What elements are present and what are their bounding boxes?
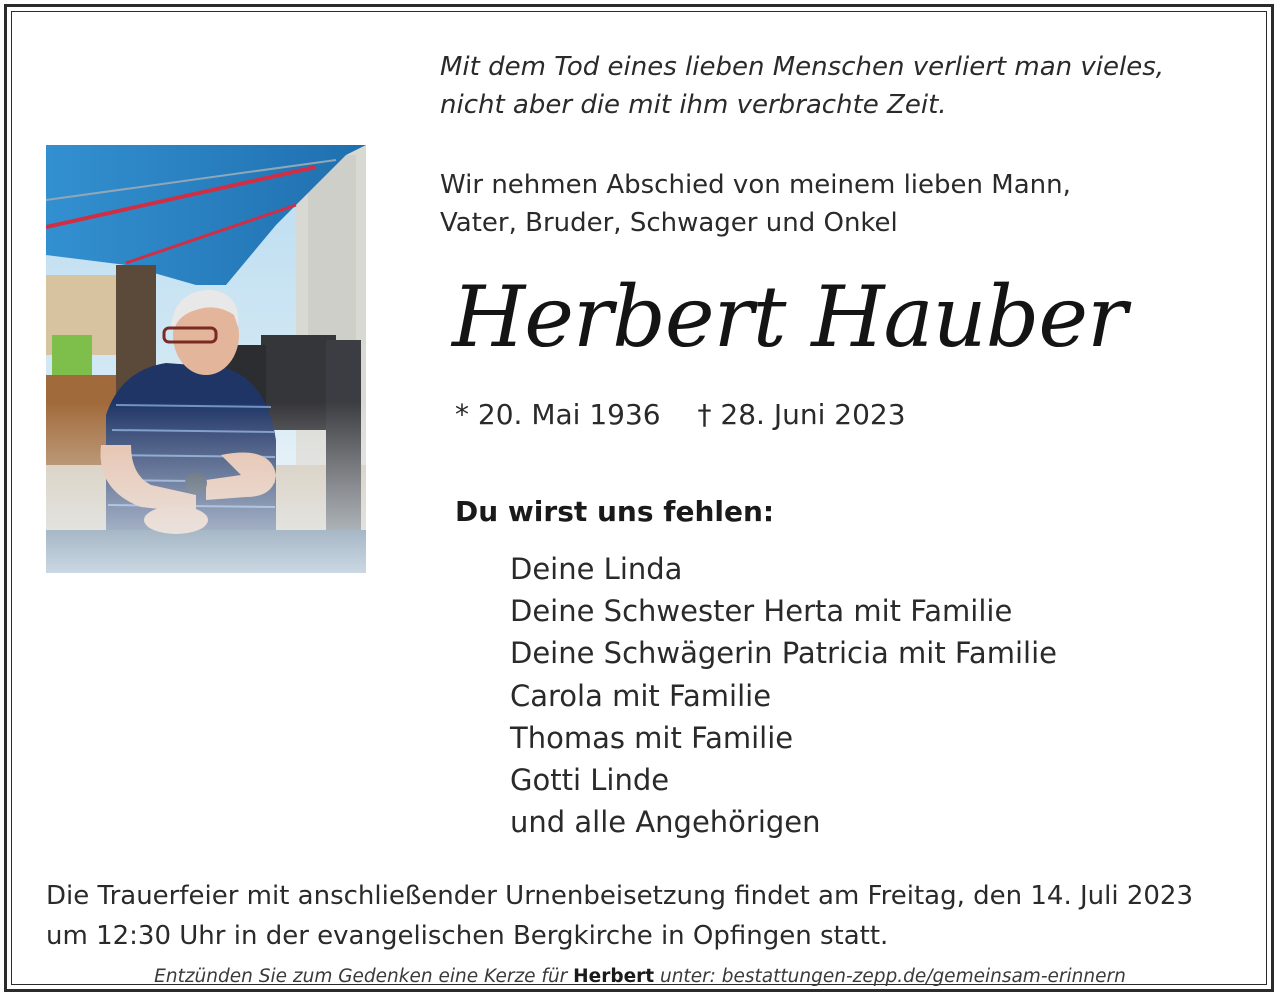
mourner-entry: und alle Angehörigen	[510, 805, 821, 840]
funeral-notice	[46, 876, 1246, 956]
birth-date: * 20. Mai 1936	[455, 398, 661, 431]
funeral-line-2: um 12:30 Uhr in der evangelischen Bergkirche in Opfingen statt.	[46, 921, 889, 951]
intro-line-1: Wir nehmen Abschied von meinem lieben Mann,	[440, 170, 1071, 200]
mourner-entry: Thomas mit Familie	[510, 720, 794, 755]
mourner-entry: Carola mit Familie	[510, 678, 772, 713]
footer-prefix: Entzünden Sie zum Gedenken eine Kerze für	[154, 966, 568, 987]
mourner-entry: Deine Schwägerin Patricia mit Familie	[510, 636, 1057, 671]
memorial-footer	[0, 962, 1280, 992]
motto-line-1: Mit dem Tod eines lieben Menschen verliert man vieles,	[440, 52, 1165, 82]
intro-line-2: Vater, Bruder, Schwager und Onkel	[440, 208, 898, 238]
mourner-entry: Deine Schwester Herta mit Familie	[510, 594, 1013, 629]
mourner-entry: Gotti Linde	[510, 763, 670, 798]
portrait-photo	[46, 145, 366, 573]
funeral-line-1: Die Trauerfeier mit anschließender Urnenbeisetzung findet am Freitag, den 14. Juli 2023	[46, 881, 1193, 911]
mourner-entry: Deine Linda	[510, 552, 683, 586]
footer-link[interactable]: unter: bestattungen-zepp.de/gemeinsam-erinnern	[659, 966, 1126, 987]
mourners-heading: Du wirst uns fehlen:	[455, 495, 775, 528]
deceased-name: Herbert Hauber	[452, 268, 1127, 366]
death-date: † 28. Juni 2023	[697, 398, 906, 431]
motto-line-2: nicht aber die mit ihm verbrachte Zeit.	[440, 90, 947, 120]
mourners-list	[510, 548, 1057, 843]
footer-name: Herbert	[573, 966, 655, 987]
life-dates	[455, 395, 906, 435]
motto-quote	[440, 48, 1164, 124]
farewell-intro	[440, 166, 1071, 242]
